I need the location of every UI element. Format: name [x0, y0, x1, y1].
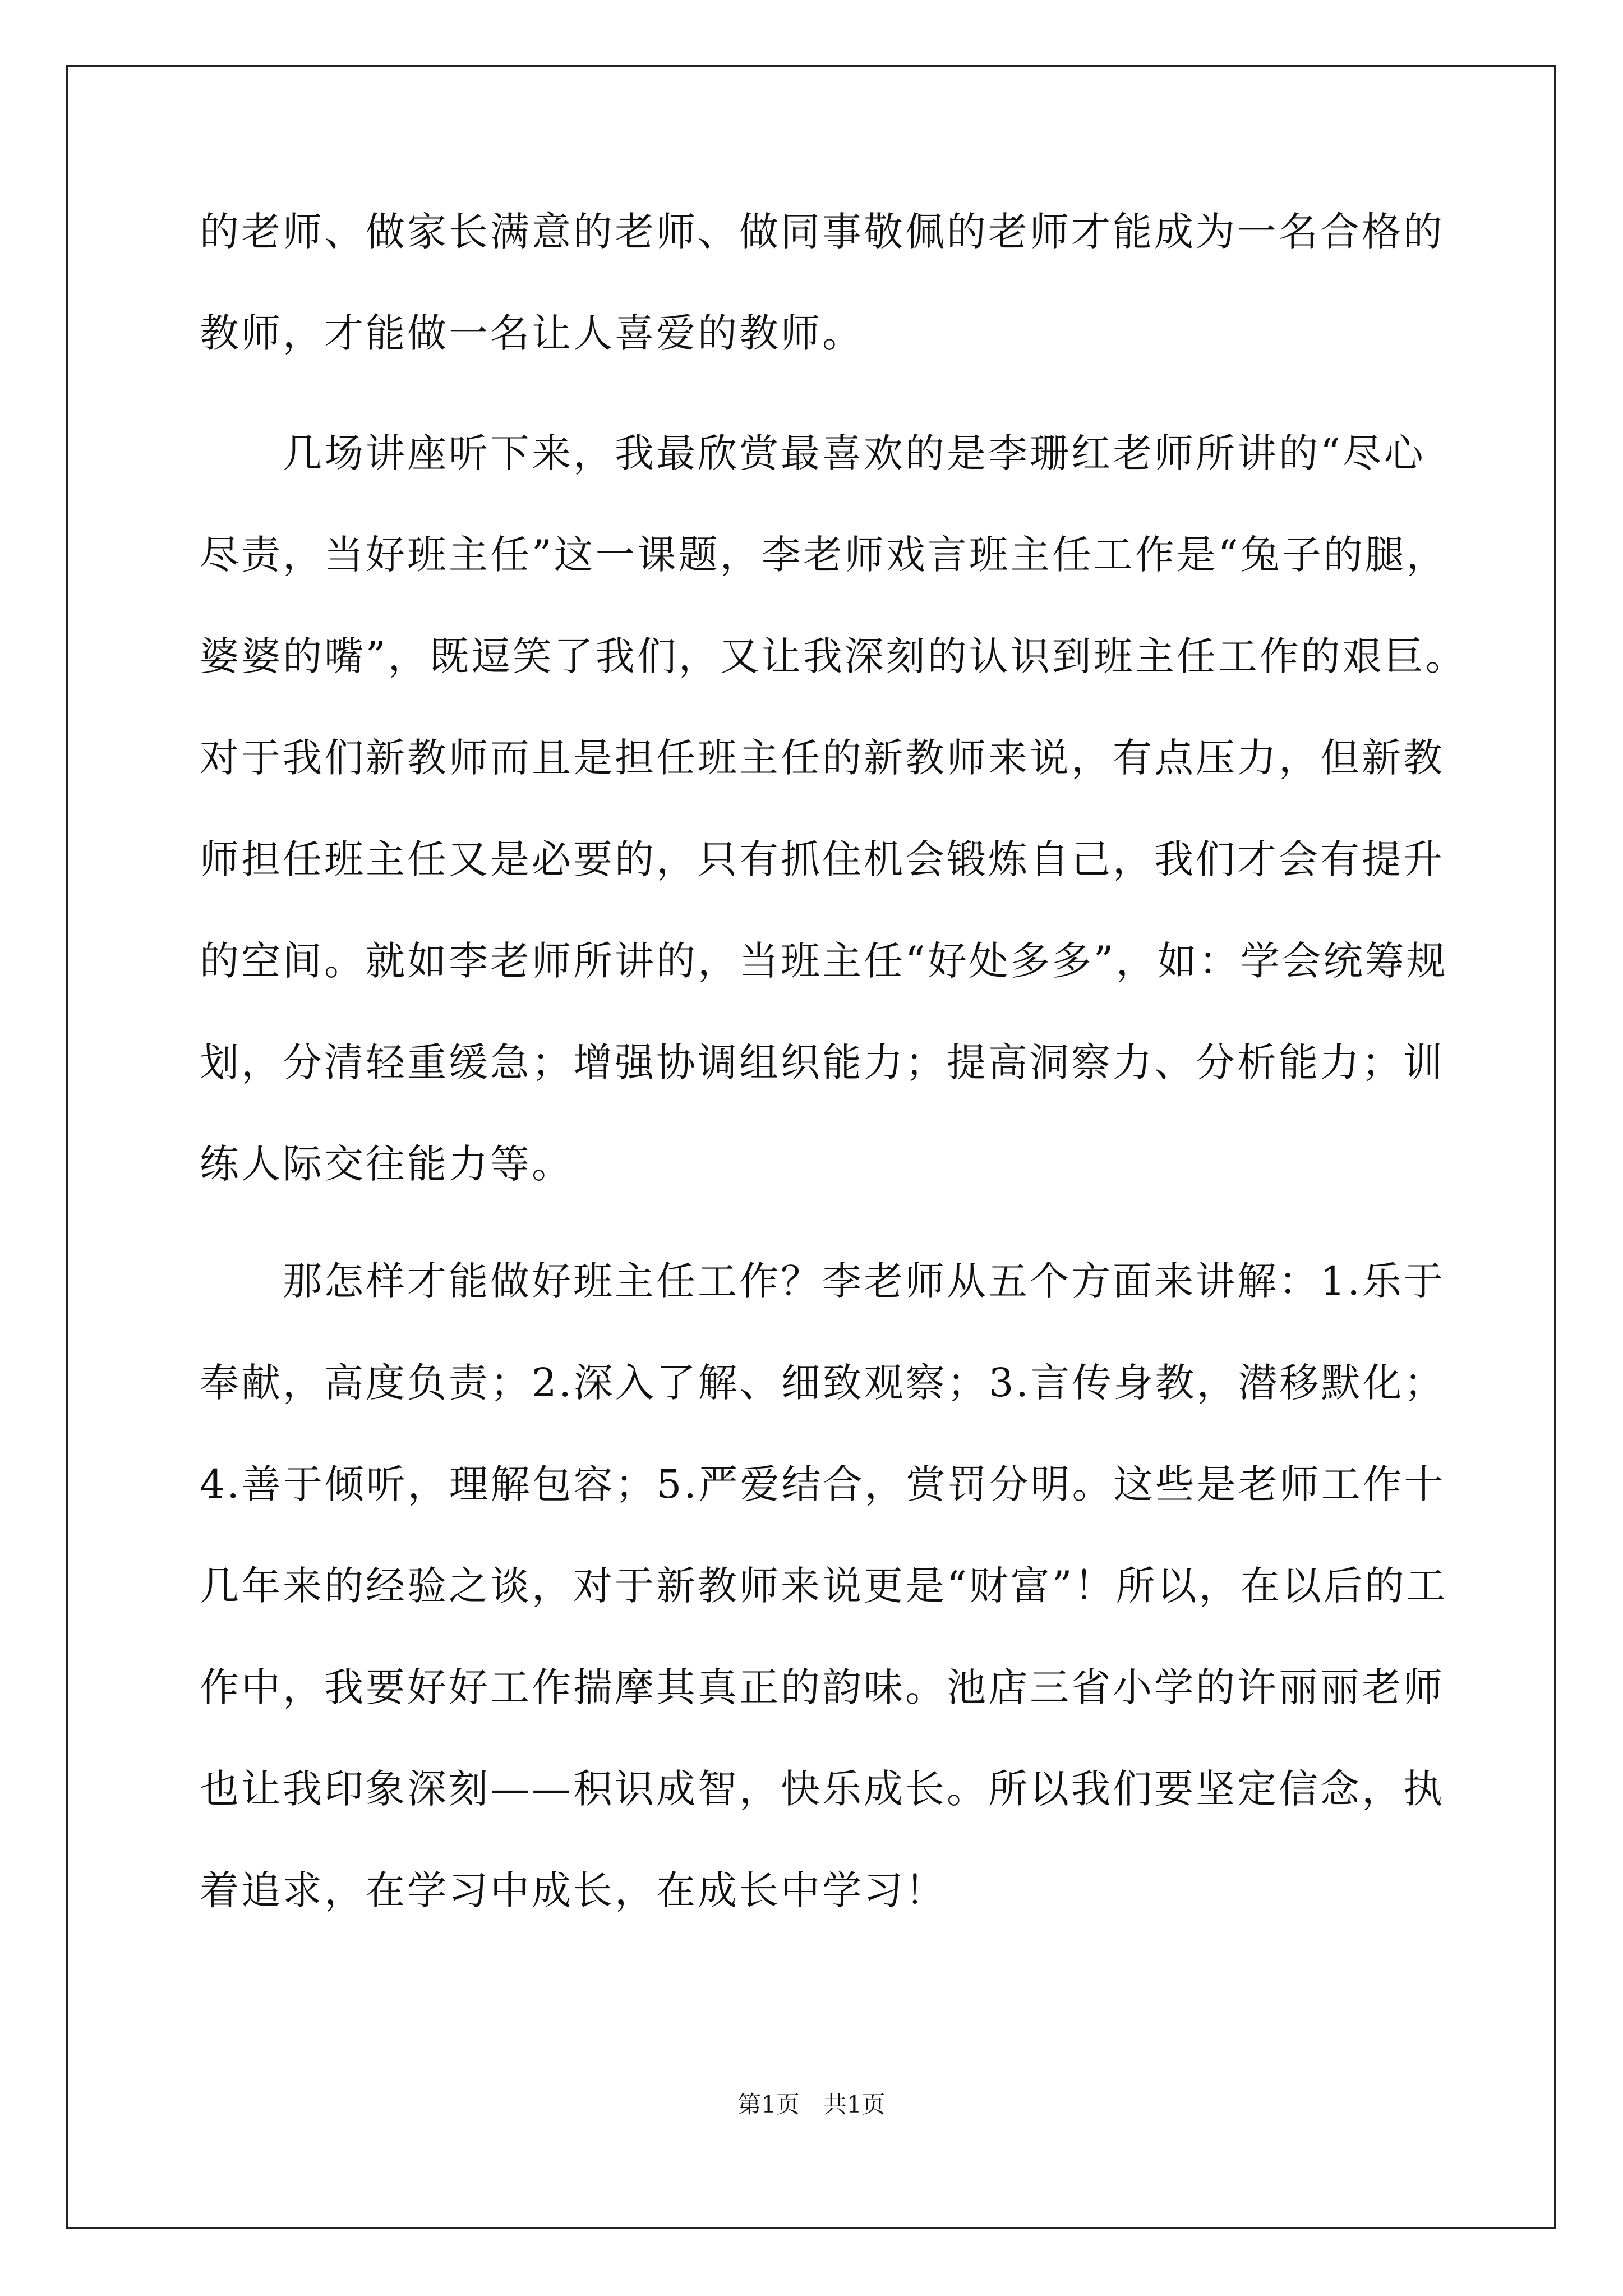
text-line: 的空间。就如李老师所讲的，当班主任“好处多多”，如：学会统筹规 — [200, 938, 1448, 984]
text-line: 练人际交往能力等。 — [200, 1141, 573, 1187]
text-line: 作中，我要好好工作揣摩其真正的韵味。池店三省小学的许丽丽老师 — [200, 1664, 1445, 1710]
text-line-paragraph-start: 几场讲座听下来，我最欣赏最喜欢的是李珊红老师所讲的“尽心 — [283, 430, 1426, 476]
text-line: 几年来的经验之谈，对于新教师来说更是“财富”！所以，在以后的工 — [200, 1563, 1448, 1609]
text-line: 也让我印象深刻——积识成智，快乐成长。所以我们要坚定信念，执 — [200, 1766, 1445, 1812]
text-line: 教师，才能做一名让人喜爱的教师。 — [200, 310, 864, 356]
text-line-paragraph-start: 那怎样才能做好班主任工作？李老师从五个方面来讲解：1.乐于 — [283, 1258, 1445, 1304]
text-line: 着追求，在学习中成长，在成长中学习！ — [200, 1867, 947, 1913]
text-line: 师担任班主任又是必要的，只有抓住机会锻炼自己，我们才会有提升 — [200, 836, 1445, 882]
text-line: 的老师、做家长满意的老师、做同事敬佩的老师才能成为一名合格的 — [200, 209, 1445, 255]
text-line: 奉献，高度负责；2.深入了解、细致观察；3.言传身教，潜移默化； — [200, 1360, 1446, 1406]
text-line: 4.善于倾听，理解包容；5.严爱结合，赏罚分明。这些是老师工作十 — [200, 1461, 1446, 1507]
text-line: 婆婆的嘴”，既逗笑了我们，又让我深刻的认识到班主任工作的艰巨。 — [200, 633, 1467, 679]
page-number-footer: 第1页 共1页 — [737, 2091, 886, 2118]
text-line: 划，分清轻重缓急；增强协调组织能力；提高洞察力、分析能力；训 — [200, 1039, 1445, 1085]
text-line: 尽责，当好班主任”这一课题，李老师戏言班主任工作是“兔子的腿， — [200, 532, 1448, 578]
text-line: 对于我们新教师而且是担任班主任的新教师来说，有点压力，但新教 — [200, 735, 1445, 781]
